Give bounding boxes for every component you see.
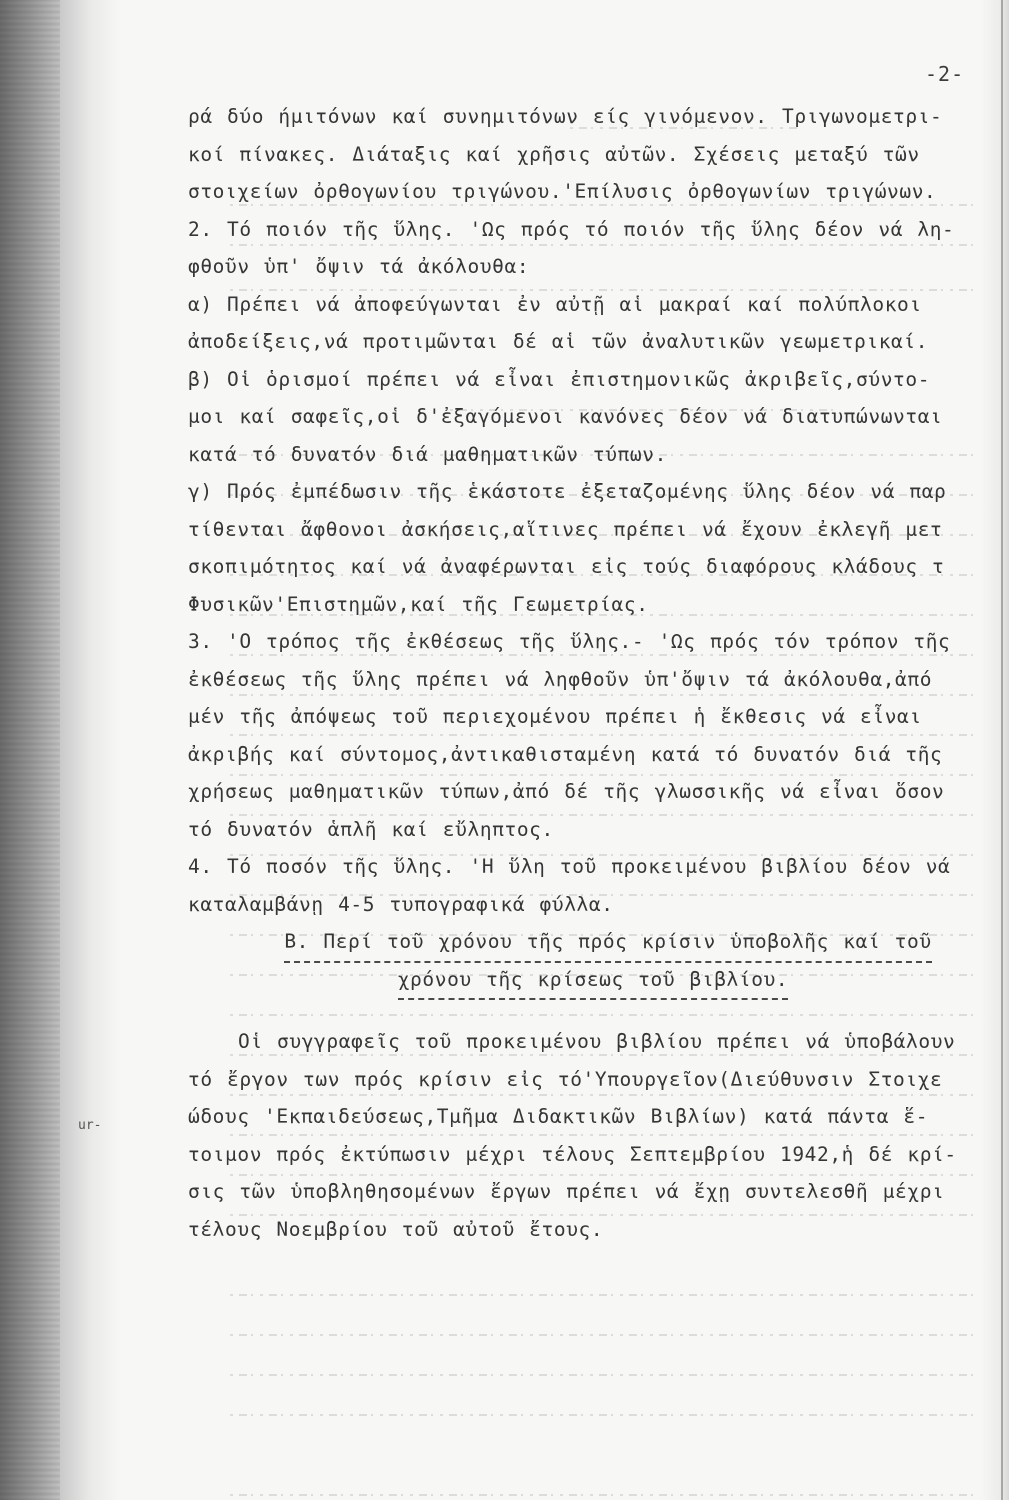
text-line: τοιμον πρός ἐκτύπωσιν μέχρι τέλους Σεπτεμβρίου 1942,ἡ δέ κρί-: [188, 1142, 957, 1166]
page-edge-line: [1001, 0, 1003, 1500]
text-line: τίθενται ἄφθονοι ἀσκήσεις,αἵτινες πρέπει νά ἔχουν ἐκλεγῆ μετ: [188, 517, 943, 541]
text-line: φθοῦν ὑπ' ὄψιν τά ἀκόλουθα:: [188, 255, 530, 278]
text-line: 3. 'Ο τρόπος τῆς ἐκθέσεως τῆς ὕλης.- 'Ως πρός τόν τρόπον τῆς: [188, 630, 951, 653]
page-number: -2-: [925, 62, 965, 86]
text-line: 2. Τό ποιόν τῆς ὕλης. 'Ως πρός τό ποιόν τῆς ὕλης δέον νά λη-: [188, 217, 955, 241]
text-line: μέν τῆς ἀπόψεως τοῦ περιεχομένου πρέπει ἡ ἔκθεσις νά εἶναι: [188, 705, 922, 728]
section-heading-line-1: [188, 923, 988, 961]
section-heading-line-2: [188, 961, 988, 999]
section-heading-text-2: χρόνου τῆς κρίσεως τοῦ βιβλίου.: [398, 961, 789, 1001]
text-line: ρά δύο ήμιτόνων καί συνημιτόνων είς γινόμενον. Τριγωνομετρι-: [188, 105, 943, 128]
text-line: Φυσικῶν'Επιστημῶν,καί τῆς Γεωμετρίας.: [188, 592, 649, 616]
text-line: ἀκριβής καί σύντομος,ἀντικαθισταμένη κατά τό δυνατόν διά τῆς: [188, 742, 943, 766]
text-line: γ) Πρός ἐμπέδωσιν τῆς ἑκάστοτε ἐξεταζομένης ὕλης δέον νά παρ: [188, 480, 947, 503]
text-line: σκοπιμότητος καί νά ἀναφέρωνται εἰς τούς διαφόρους κλάδους τ: [188, 555, 945, 578]
edge-smudge: ur-: [78, 1118, 102, 1133]
text-line: α) Πρέπει νά ἀποφεύγωνται ἐν αὐτῇ αἱ μακραί καί πολύπλοκοι: [188, 292, 922, 316]
text-line: στοιχείων ὀρθογωνίου τριγώνου.'Επίλυσις ὀρθογωνίων τριγώνων.: [188, 180, 937, 203]
text-line: σις τῶν ὑποβληθησομένων ἔργων πρέπει νά ἔχῃ συντελεσθῆ μέχρι: [188, 1180, 945, 1203]
text-line: Οἱ συγγραφεῖς τοῦ προκειμένου βιβλίου πρέπει νά ὑποβάλουν: [238, 1030, 956, 1053]
text-line: τέλους Νοεμβρίου τοῦ αὐτοῦ ἔτους.: [188, 1217, 604, 1241]
section-heading-text-1: Β. Περί τοῦ χρόνου τῆς πρός κρίσιν ὑποβολῆς καί τοῦ: [284, 923, 931, 963]
text-line: 4. Τό ποσόν τῆς ὕλης. 'Η ὕλη τοῦ προκειμένου βιβλίου δέον νά: [188, 855, 951, 878]
text-line: ἐκθέσεως τῆς ὕλης πρέπει νά ληφθοῦν ὑπ'ὄψιν τά ἀκόλουθα,ἀπό: [188, 667, 933, 691]
text-line: μοι καί σαφεῖς,οἱ δ'ἐξαγόμενοι κανόνες δέον νά διατυπώνωνται: [188, 405, 943, 428]
text-line: ἀποδείξεις,νά προτιμῶνται δέ αἱ τῶν ἀναλυτικῶν γεωμετρικαί.: [188, 330, 929, 353]
spacer: [188, 998, 988, 1023]
text-line: τό ἔργον των πρός κρίσιν εἰς τό'Υπουργεῖον(Διεύθυνσιν Στοιχε: [188, 1067, 943, 1091]
text-line: καταλαμβάνῃ 4-5 τυπογραφικά φύλλα.: [188, 892, 614, 916]
text-line: τό δυνατόν ἁπλῆ καί εὔληπτος.: [188, 817, 554, 841]
text-line: κατά τό δυνατόν διά μαθηματικῶν τύπων.: [188, 442, 667, 466]
text-line: ώδους 'Εκπαιδεύσεως,Τμῆμα Διδακτικῶν Βιβλίων) κατά πάντα ἕ-: [188, 1105, 929, 1128]
text-line: κοί πίνακες. Διάταξις καί χρῆσις αὐτῶν. Σχέσεις μεταξύ τῶν: [188, 142, 920, 166]
document-body: [188, 98, 988, 1248]
text-line: χρήσεως μαθηματικῶν τύπων,ἀπό δέ τῆς γλωσσικῆς νά εἶναι ὅσον: [188, 780, 945, 803]
text-line: β) Οἱ ὁρισμοί πρέπει νά εἶναι ἐπιστημονικῶς ἀκριβεῖς,σύντο-: [188, 367, 931, 391]
binding-shadow: [0, 0, 60, 1500]
